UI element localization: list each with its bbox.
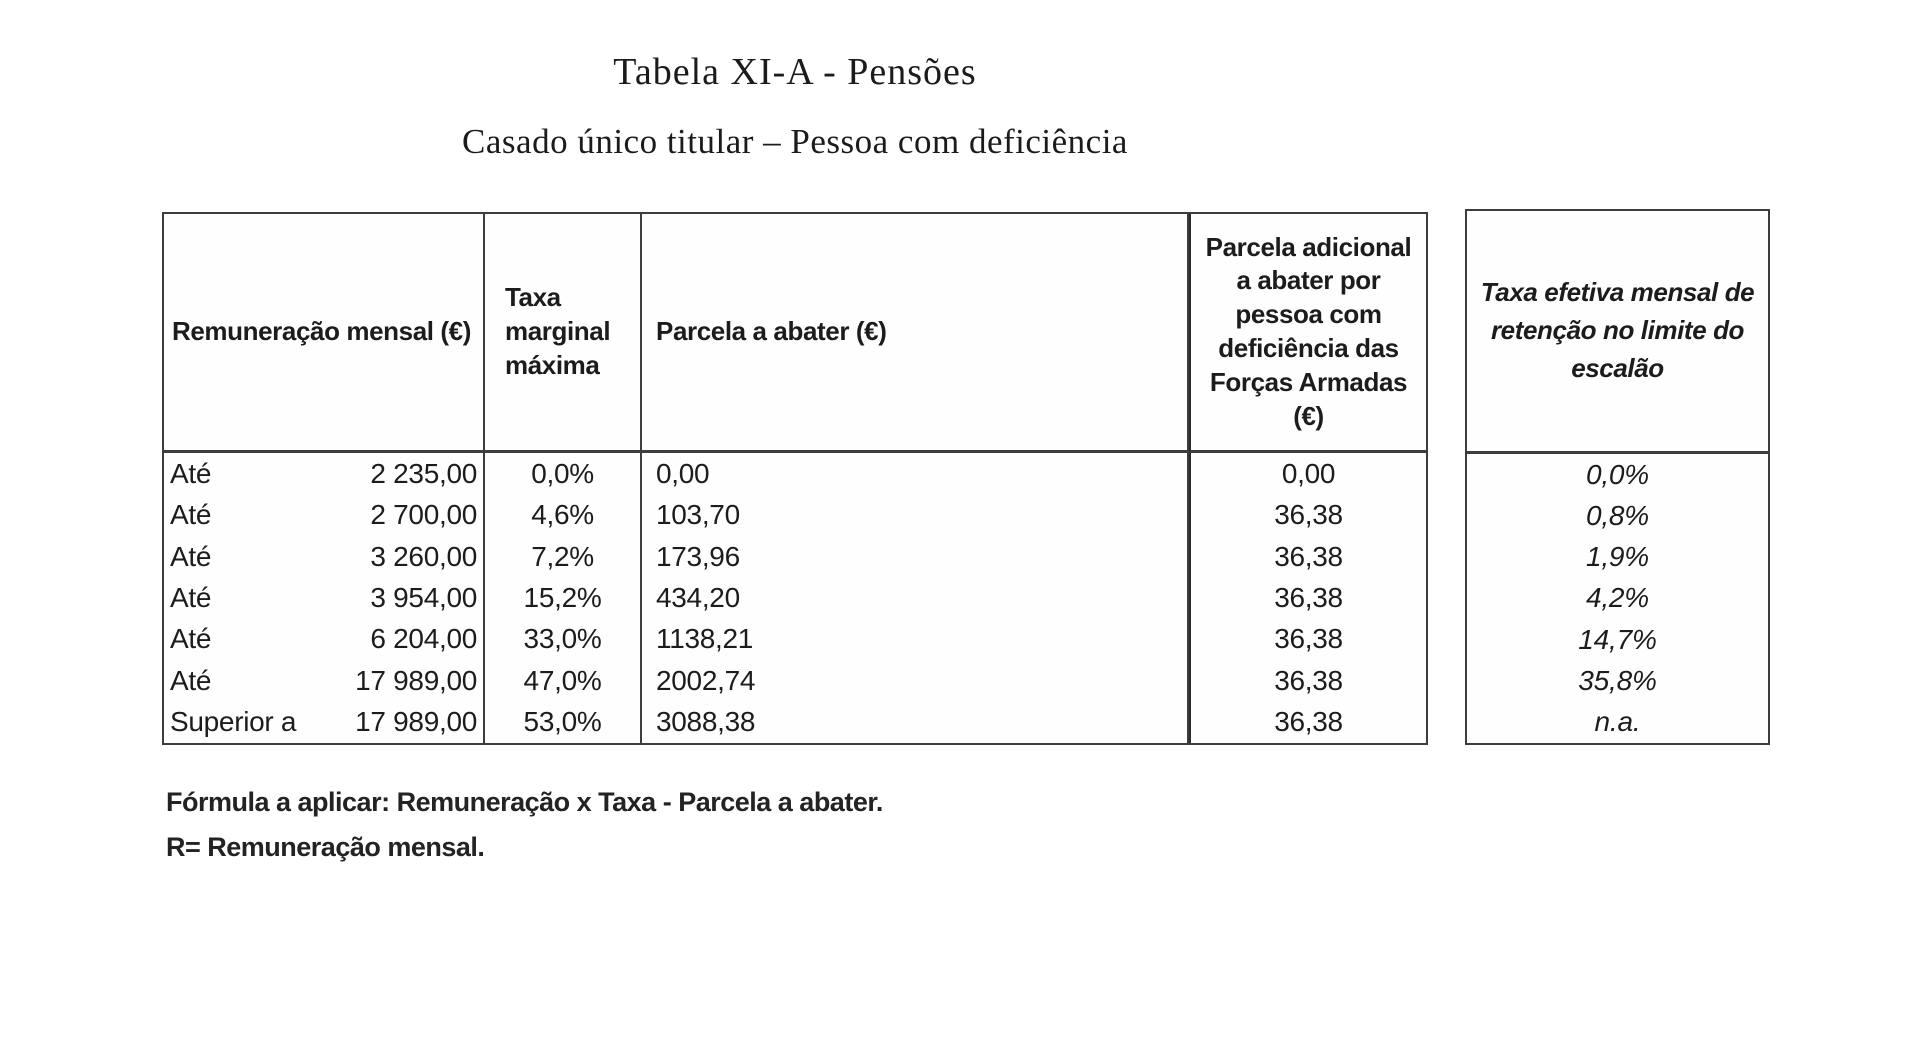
table-row-adicional-cell: 36,38 [1189,536,1426,577]
row-prefix: Até [170,540,212,572]
table-row-adicional-cell: 36,38 [1189,619,1426,660]
row-limit-value: 17 989,00 [355,706,477,738]
row-prefix: Superior a [170,706,297,738]
table-row-parcela-cell: 3088,38 [642,702,1189,743]
table-row-efetiva-cell: 0,0% [1585,458,1650,490]
table-row-adicional-cell: 36,38 [1189,577,1426,618]
table-row-taxa-cell: 53,0% [485,702,642,743]
table-row-taxa-cell: 0,0% [485,453,642,494]
header-remuneracao: Remuneração mensal (€) [164,214,485,453]
table-row-limit-cell [164,660,485,701]
table-row-limit-cell [164,536,485,577]
row-prefix: Até [170,581,212,613]
table-row-taxa-cell: 33,0% [485,619,642,660]
table-row-parcela-cell: 1138,21 [642,619,1189,660]
table-row-adicional-cell: 36,38 [1189,494,1426,535]
header-taxa-marginal: Taxa marginal máxima [485,214,642,453]
row-prefix: Até [170,499,212,531]
row-limit-value: 2 700,00 [370,499,477,531]
table-row-limit-cell [164,577,485,618]
row-limit-value: 2 235,00 [370,457,477,489]
table-row-taxa-cell: 4,6% [485,494,642,535]
table-row-adicional-cell: 36,38 [1189,702,1426,743]
table-row-taxa-cell: 47,0% [485,660,642,701]
table-row-parcela-cell: 434,20 [642,577,1189,618]
table-row-taxa-cell: 7,2% [485,536,642,577]
row-prefix: Até [170,457,212,489]
row-prefix: Até [170,623,212,655]
table-row-limit-cell [164,619,485,660]
page-subtitle: Casado único titular – Pessoa com deficiência [462,122,1128,161]
footnotes [166,780,883,870]
header-parcela-adicional: Parcela adicional a abater por pessoa com deficiência das Forças Armadas (€) [1189,214,1426,453]
table-row-efetiva-cell: 4,2% [1585,582,1650,614]
row-limit-value: 17 989,00 [355,664,477,696]
table-row-efetiva-cell: n.a. [1594,706,1641,738]
remuneration-note: R= Remuneração mensal. [166,832,485,862]
table-row-efetiva-cell: 0,8% [1585,499,1650,531]
formula-note: Fórmula a aplicar: Remuneração x Taxa - Parcela a abater. [166,787,883,817]
row-limit-value: 6 204,00 [370,623,477,655]
header-taxa-efetiva: Taxa efetiva mensal de retenção no limite do escalão [1467,211,1768,454]
table-row-taxa-cell: 15,2% [485,577,642,618]
table-row-parcela-cell: 103,70 [642,494,1189,535]
table-row-adicional-cell: 36,38 [1189,660,1426,701]
row-prefix: Até [170,664,212,696]
table-row-limit-cell [164,453,485,494]
row-limit-value: 3 260,00 [370,540,477,572]
table-row-efetiva-cell: 1,9% [1585,541,1650,573]
row-limit-value: 3 954,00 [370,581,477,613]
table-row-limit-cell [164,494,485,535]
effective-rate-table [1465,209,1770,745]
pension-withholding-table [162,212,1428,745]
table-row-limit-cell [164,702,485,743]
page-title: Tabela XI-A - Pensões [613,51,977,93]
table-row-efetiva-cell: 14,7% [1578,623,1657,655]
table-row-parcela-cell: 2002,74 [642,660,1189,701]
table-row-adicional-cell: 0,00 [1189,453,1426,494]
table-row-efetiva-cell: 35,8% [1578,665,1657,697]
table-row-parcela-cell: 0,00 [642,453,1189,494]
table-row-parcela-cell: 173,96 [642,536,1189,577]
header-parcela: Parcela a abater (€) [642,214,1189,453]
